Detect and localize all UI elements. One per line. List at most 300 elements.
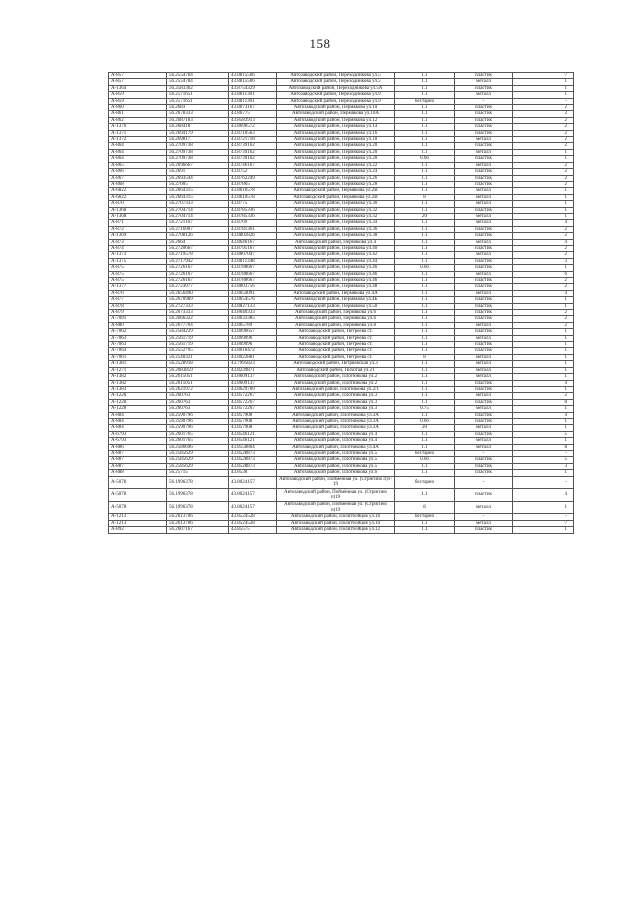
material-cell: металл: [455, 367, 513, 373]
volume-cell: 1.1: [395, 239, 455, 245]
material-cell: металл: [455, 201, 513, 207]
material-cell: металл: [455, 252, 513, 258]
longitude-cell: 43.8785336: [229, 213, 277, 219]
site-id-cell: А-7091: [109, 316, 167, 322]
count-cell: 3: [513, 463, 574, 469]
volume-cell: 8: [395, 354, 455, 360]
address-cell: Автозаводский район, Плотникова ул.5: [277, 463, 395, 469]
address-cell: Автозаводский район, Пермякова ул.6: [277, 310, 395, 316]
latitude-cell: 56.2719578: [167, 252, 229, 258]
address-cell: Автозаводский район, Петреева ст.: [277, 335, 395, 341]
count-cell: 2: [513, 181, 574, 187]
longitude-cell: 43.8024157: [229, 501, 277, 514]
latitude-cell: 56.260763: [167, 406, 229, 412]
material-cell: пластик: [455, 380, 513, 386]
material-cell: пластик: [455, 457, 513, 463]
volume-cell: 1.1: [395, 130, 455, 136]
material-cell: металл: [455, 361, 513, 367]
material-cell: -: [455, 514, 513, 520]
material-cell: пластик: [455, 527, 513, 533]
material-cell: пластик: [455, 258, 513, 264]
material-cell: пластик: [455, 207, 513, 213]
count-cell: -: [513, 450, 574, 456]
latitude-cell: 56.2673333: [167, 310, 229, 316]
address-cell: Автозаводский район, Плотникова ул.4: [277, 431, 395, 437]
address-cell: Автозаводский район, Переходникова ул.5А: [277, 85, 395, 91]
material-cell: пластик: [455, 386, 513, 392]
longitude-cell: 43.8546121: [229, 438, 277, 444]
material-cell: металл: [455, 271, 513, 277]
material-cell: металл: [455, 137, 513, 143]
material-cell: пластик: [455, 85, 513, 91]
site-id-cell: А-884: [109, 425, 167, 431]
latitude-cell: 56.2664315: [167, 194, 229, 200]
address-cell: Автозаводский район, Политбойцов ул.10: [277, 514, 395, 520]
volume-cell: бестарно: [395, 476, 455, 489]
site-id-cell: А-874: [109, 245, 167, 251]
count-cell: 1: [513, 386, 574, 392]
site-id-cell: А-6793: [109, 431, 167, 437]
latitude-cell: 56.2615051: [167, 374, 229, 380]
latitude-cell: 56.2704714: [167, 207, 229, 213]
material-cell: пластик: [455, 181, 513, 187]
longitude-cell: 43.8524528: [229, 520, 277, 526]
latitude-cell: 56.2726167: [167, 271, 229, 277]
site-id-cell: А-887: [109, 450, 167, 456]
latitude-cell: 56.2677704: [167, 322, 229, 328]
material-cell: пластик: [455, 130, 513, 136]
volume-cell: 1.1: [395, 386, 455, 392]
address-cell: Автозаводский район, Пермякова ул.30: [277, 201, 395, 207]
volume-cell: 20: [395, 425, 455, 431]
site-id-cell: А-884: [109, 412, 167, 418]
site-id-cell: А-7064: [109, 348, 167, 354]
longitude-cell: 43.8788667: [229, 271, 277, 277]
latitude-cell: 56.2607167: [167, 527, 229, 533]
volume-cell: 1.1: [395, 399, 455, 405]
longitude-cell: 43.8721718: [229, 137, 277, 143]
longitude-cell: 43.8524528: [229, 514, 277, 520]
volume-cell: 1.1: [395, 258, 455, 264]
longitude-cell: 43.85575: [229, 527, 277, 533]
longitude-cell: 43.8528873: [229, 457, 277, 463]
latitude-cell: 56.2585629: [167, 457, 229, 463]
site-id-cell: А-1382: [109, 380, 167, 386]
longitude-cell: 43.8815506: [229, 79, 277, 85]
longitude-cell: 43.8528873: [229, 463, 277, 469]
address-cell: Автозаводский район, Пермякова ул.16: [277, 130, 395, 136]
longitude-cell: 43.8775: [229, 201, 277, 207]
address-cell: Автозаводский район, Политбойцов ул.12: [277, 527, 395, 533]
count-cell: 2: [513, 393, 574, 399]
count-cell: 2: [513, 111, 574, 117]
address-cell: Автозаводский район, Плотникова ул.3: [277, 393, 395, 399]
count-cell: 2: [513, 143, 574, 149]
latitude-cell: 56.1996378: [167, 501, 229, 514]
longitude-cell: 43.8752: [229, 169, 277, 175]
count-cell: 2: [513, 117, 574, 123]
count-cell: 2: [513, 226, 574, 232]
site-id-cell: А-1271: [109, 367, 167, 373]
site-id-cell: А-7063: [109, 335, 167, 341]
longitude-cell: 43.8024157: [229, 489, 277, 502]
site-id-cell: А-859: [109, 92, 167, 98]
latitude-cell: 56.2709738: [167, 156, 229, 162]
longitude-cell: 43.8654576: [229, 297, 277, 303]
material-cell: пластик: [455, 175, 513, 181]
site-id-cell: А-1381: [109, 361, 167, 367]
site-id-cell: А-1372: [109, 137, 167, 143]
longitude-cell: 43.8583913: [229, 117, 277, 123]
volume-cell: 1.1: [395, 117, 455, 123]
volume-cell: 1.1: [395, 520, 455, 526]
address-cell: Автозаводский район, Переходникова ул.9: [277, 98, 395, 104]
latitude-cell: 56.2584229: [167, 329, 229, 335]
material-cell: -: [455, 476, 513, 489]
count-cell: 8: [513, 444, 574, 450]
latitude-cell: 56.2726167: [167, 265, 229, 271]
count-cell: -: [513, 98, 574, 104]
site-id-cell: А-857: [109, 79, 167, 85]
count-cell: 2: [513, 252, 574, 258]
site-id-cell: А-1368: [109, 207, 167, 213]
longitude-cell: 43.8646167: [229, 239, 277, 245]
site-id-cell: А-864: [109, 149, 167, 155]
site-id-cell: А-865: [109, 162, 167, 168]
material-cell: пластик: [455, 73, 513, 79]
material-cell: пластик: [455, 463, 513, 469]
site-id-cell: А-872: [109, 226, 167, 232]
latitude-cell: 56.260763: [167, 399, 229, 405]
count-cell: 1: [513, 501, 574, 514]
address-cell: Автозаводский район, Пермякова ул.42: [277, 252, 395, 258]
volume-cell: 8: [395, 501, 455, 514]
volume-cell: 1.1: [395, 105, 455, 111]
longitude-cell: 43.8609137: [229, 380, 277, 386]
page-number: 158: [309, 36, 331, 51]
address-cell: Автозаводский район, Пермякова ул.46: [277, 265, 395, 271]
volume-cell: 1.1: [395, 162, 455, 168]
address-cell: Автозаводский район, Политбойцов ул.10: [277, 520, 395, 526]
volume-cell: 0.66: [395, 156, 455, 162]
material-cell: пластик: [455, 265, 513, 271]
site-id-cell: А-880: [109, 322, 167, 328]
volume-cell: 1.1: [395, 201, 455, 207]
material-cell: металл: [455, 393, 513, 399]
site-id-cell: А-6793: [109, 438, 167, 444]
longitude-cell: 43.8654091: [229, 290, 277, 296]
address-cell: Автозаводский район, Плотникова ул.2/1: [277, 386, 395, 392]
material-cell: пластик: [455, 418, 513, 424]
material-cell: пластик: [455, 226, 513, 232]
latitude-cell: 56.2704714: [167, 213, 229, 219]
latitude-cell: 56.2727333: [167, 303, 229, 309]
longitude-cell: 43.8024157: [229, 476, 277, 489]
address-cell: Автозаводский район, Плотникова ул.3А: [277, 412, 395, 418]
count-cell: 1: [513, 335, 574, 341]
address-cell: Автозаводский район, Пермякова ул.20: [277, 156, 395, 162]
material-cell: металл: [455, 188, 513, 194]
longitude-cell: 43.8795167: [229, 245, 277, 251]
site-id-cell: А-875: [109, 265, 167, 271]
latitude-cell: 56.2708126: [167, 233, 229, 239]
longitude-cell: 43.8096657: [229, 329, 277, 335]
site-id-cell: А-1375: [109, 258, 167, 264]
address-cell: Автозаводский район, Пермякова ул.32: [277, 207, 395, 213]
count-cell: 2: [513, 105, 574, 111]
address-cell: Автозаводский район, Пермякова ул.24: [277, 169, 395, 175]
site-id-cell: А-864: [109, 156, 167, 162]
material-cell: металл: [455, 335, 513, 341]
latitude-cell: 56.2716907: [167, 226, 229, 232]
material-cell: металл: [455, 444, 513, 450]
site-id-cell: А-884: [109, 418, 167, 424]
site-id-cell: А-1371: [109, 130, 167, 136]
latitude-cell: 56.2083859: [167, 367, 229, 373]
longitude-cell: 43.8769: [229, 220, 277, 226]
material-cell: металл: [455, 438, 513, 444]
material-cell: металл: [455, 194, 513, 200]
count-cell: 1: [513, 207, 574, 213]
count-cell: 1: [513, 213, 574, 219]
site-id-cell: А-867: [109, 175, 167, 181]
latitude-cell: 56.2540321: [167, 354, 229, 360]
latitude-cell: 56.2601765: [167, 438, 229, 444]
latitude-cell: 56.2586696: [167, 444, 229, 450]
material-cell: металл: [455, 149, 513, 155]
longitude-cell: 43.809096: [229, 342, 277, 348]
address-cell: Автозаводский район, Пермякова ул.4А: [277, 290, 395, 296]
latitude-cell: 56.2613706: [167, 520, 229, 526]
volume-cell: 1.1: [395, 297, 455, 303]
latitude-cell: 56.2615051: [167, 380, 229, 386]
count-cell: 2: [513, 162, 574, 168]
material-cell: пластик: [455, 412, 513, 418]
count-cell: 1: [513, 342, 574, 348]
address-cell: Автозаводский район, Пермякова ул.6: [277, 316, 395, 322]
longitude-cell: 43.8762249: [229, 175, 277, 181]
count-cell: 4: [513, 380, 574, 386]
material-cell: металл: [455, 290, 513, 296]
latitude-cell: 56.2613706: [167, 514, 229, 520]
site-id-cell: А-6822: [109, 194, 167, 200]
material-cell: -: [455, 98, 513, 104]
address-cell: Автозаводский район, Плотникова ул.3: [277, 406, 395, 412]
count-cell: 4: [513, 290, 574, 296]
site-id-cell: А-857: [109, 73, 167, 79]
count-cell: 2: [513, 245, 574, 251]
volume-cell: 1.1: [395, 361, 455, 367]
volume-cell: 1.1: [395, 380, 455, 386]
count-cell: 1: [513, 438, 574, 444]
material-cell: -: [455, 450, 513, 456]
volume-cell: 1.1: [395, 470, 455, 476]
address-cell: Автозаводский район, Пермякова ул.44: [277, 258, 395, 264]
address-cell: Автозаводский район, Плотникова ул.3А: [277, 425, 395, 431]
volume-cell: 1.1: [395, 527, 455, 533]
address-cell: Автозаводский район, Петреева ст.: [277, 348, 395, 354]
count-cell: 1: [513, 354, 574, 360]
latitude-cell: 56.2561719: [167, 342, 229, 348]
latitude-cell: 56.2590796: [167, 418, 229, 424]
longitude-cell: 43.86775: [229, 111, 277, 117]
count-cell: 4: [513, 239, 574, 245]
latitude-cell: 56.2720667: [167, 245, 229, 251]
address-cell: Автозаводский район, Петреева ст.: [277, 342, 395, 348]
latitude-cell: 56.2590796: [167, 425, 229, 431]
material-cell: металл: [455, 520, 513, 526]
count-cell: 1: [513, 194, 574, 200]
material-cell: пластик: [455, 117, 513, 123]
material-cell: пластик: [455, 111, 513, 117]
count-cell: 1: [513, 329, 574, 335]
count-cell: 1: [513, 470, 574, 476]
material-cell: пластик: [455, 284, 513, 290]
address-cell: Автозаводский район, Пермякова ул.4: [277, 239, 395, 245]
volume-cell: 1.1: [395, 374, 455, 380]
site-id-cell: А-6822: [109, 188, 167, 194]
address-cell: Автозаводский район, Переходникова ул.5: [277, 79, 395, 85]
count-cell: 1: [513, 201, 574, 207]
volume-cell: 1.1: [395, 310, 455, 316]
material-cell: металл: [455, 239, 513, 245]
material-cell: металл: [455, 425, 513, 431]
longitude-cell: 43.8640333: [229, 310, 277, 316]
site-id-cell: А-888: [109, 470, 167, 476]
site-id-cell: А-892: [109, 527, 167, 533]
longitude-cell: 43.8558804: [229, 444, 277, 450]
address-cell: Автозаводский район, Петреева ст.: [277, 354, 395, 360]
site-id-cell: А-868: [109, 181, 167, 187]
volume-cell: 1.1: [395, 92, 455, 98]
address-cell: Автозаводский район, Пермякова ул.14: [277, 124, 395, 130]
material-cell: пластик: [455, 431, 513, 437]
latitude-cell: 56.2678333: [167, 111, 229, 117]
latitude-cell: 56.2664315: [167, 188, 229, 194]
longitude-cell: 43.865789: [229, 322, 277, 328]
count-cell: 1: [513, 92, 574, 98]
site-id-cell: А-5078: [109, 476, 167, 489]
count-cell: 1: [513, 156, 574, 162]
longitude-cell: 43.857908: [229, 425, 277, 431]
address-cell: Автозаводский район, Пермякова ул.18: [277, 137, 395, 143]
site-id-cell: А-7063: [109, 342, 167, 348]
address-cell: Автозаводский район, Плотникова ул.2: [277, 380, 395, 386]
site-id-cell: А-861: [109, 111, 167, 117]
site-id-cell: А-877: [109, 297, 167, 303]
site-id-cell: А-1368: [109, 213, 167, 219]
volume-cell: бестарно: [395, 98, 455, 104]
material-cell: пластик: [455, 316, 513, 322]
address-cell: Автозаводский район, Переходникова ул.9: [277, 92, 395, 98]
site-id-cell: А-1228: [109, 393, 167, 399]
volume-cell: 1.1: [395, 149, 455, 155]
longitude-cell: 43.8609137: [229, 374, 277, 380]
address-cell: Автозаводский район, Плотникова ул.4А: [277, 444, 395, 450]
latitude-cell: 56.2670989: [167, 297, 229, 303]
site-id-cell: А-5078: [109, 489, 167, 502]
count-cell: 2: [513, 175, 574, 181]
material-cell: пластик: [455, 310, 513, 316]
site-id-cell: А-875: [109, 271, 167, 277]
address-cell: Автозаводский район, Пермякова ул.50: [277, 303, 395, 309]
site-id-cell: А-859: [109, 98, 167, 104]
volume-cell: 1.1: [395, 329, 455, 335]
material-cell: пластик: [455, 156, 513, 162]
count-cell: 4: [513, 412, 574, 418]
address-cell: Автозаводский район, Плотникова ул.3А: [277, 418, 395, 424]
address-cell: Автозаводский район, Пермякова ул.46: [277, 278, 395, 284]
volume-cell: 1.1: [395, 245, 455, 251]
material-cell: пластик: [455, 245, 513, 251]
material-cell: пластик: [455, 233, 513, 239]
count-cell: 1: [513, 425, 574, 431]
latitude-cell: 56.2709738: [167, 149, 229, 155]
address-cell: Автозаводский район, Плотникова ул.4: [277, 438, 395, 444]
longitude-cell: 43.8807047: [229, 252, 277, 258]
longitude-cell: 43.8811301: [229, 92, 277, 98]
longitude-cell: 43.8788667: [229, 265, 277, 271]
material-cell: металл: [455, 406, 513, 412]
count-cell: 1: [513, 527, 574, 533]
count-cell: 1: [513, 367, 574, 373]
address-cell: Автозаводский район, Пермякова ул.48: [277, 284, 395, 290]
site-id-cell: А-875: [109, 278, 167, 284]
longitude-cell: 43.8746167: [229, 162, 277, 168]
longitude-cell: 43.8815506: [229, 73, 277, 79]
volume-cell: 1.1: [395, 303, 455, 309]
latitude-cell: 56.2707333: [167, 201, 229, 207]
latitude-cell: 56.2571651: [167, 98, 229, 104]
address-cell: Автозаводский район, Переходникова ул.5: [277, 73, 395, 79]
latitude-cell: 56.260763: [167, 393, 229, 399]
latitude-cell: 56.268418: [167, 124, 229, 130]
volume-cell: 8: [395, 194, 455, 200]
address-cell: Автозаводский район, Пермякова ул.34: [277, 220, 395, 226]
material-cell: пластик: [455, 489, 513, 502]
volume-cell: 1.1: [395, 79, 455, 85]
longitude-cell: 43.8710563: [229, 130, 277, 136]
longitude-cell: 43.8811301: [229, 98, 277, 104]
material-cell: пластик: [455, 124, 513, 130]
site-id-cell: А-1373: [109, 252, 167, 258]
volume-cell: 1.1: [395, 348, 455, 354]
site-id-cell: А-886: [109, 444, 167, 450]
volume-cell: 1.1: [395, 85, 455, 91]
volume-cell: 1.1: [395, 73, 455, 79]
latitude-cell: 56.2585629: [167, 450, 229, 456]
volume-cell: 1.1: [395, 252, 455, 258]
site-id-cell: А-1228: [109, 406, 167, 412]
count-cell: 1: [513, 265, 574, 271]
site-id-cell: А-873: [109, 239, 167, 245]
latitude-cell: 56.2528918: [167, 361, 229, 367]
material-cell: металл: [455, 92, 513, 98]
material-cell: металл: [455, 322, 513, 328]
address-cell: Автозаводский район, Пермякова ул.2В: [277, 194, 395, 200]
count-cell: 1: [513, 348, 574, 354]
address-cell: Автозаводский район, Плотникова ул.5: [277, 457, 395, 463]
longitude-cell: 43.8673167: [229, 105, 277, 111]
count-cell: 7: [513, 520, 574, 526]
material-cell: металл: [455, 213, 513, 219]
count-cell: 2: [513, 137, 574, 143]
volume-cell: 1.1: [395, 271, 455, 277]
volume-cell: 1.1: [395, 220, 455, 226]
count-cell: -: [513, 514, 574, 520]
longitude-cell: 43.8572267: [229, 393, 277, 399]
latitude-cell: 56.2656490: [167, 290, 229, 296]
